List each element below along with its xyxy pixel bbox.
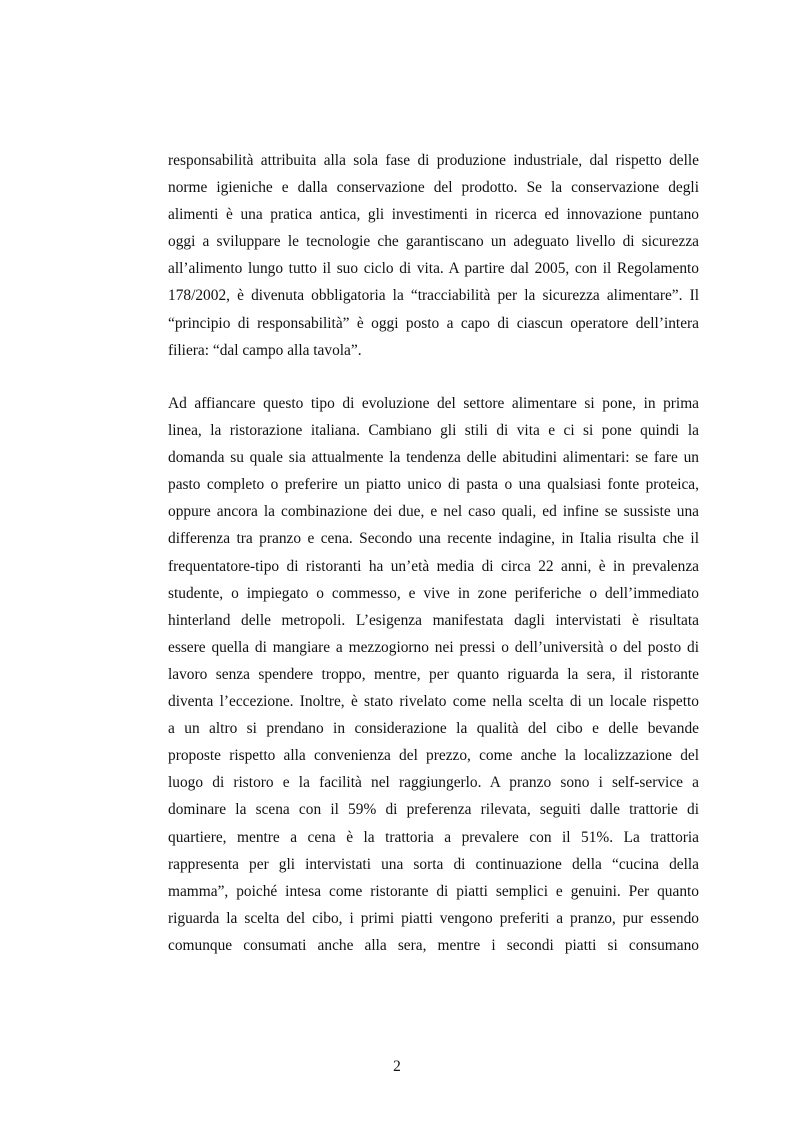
text-line: proposte rispetto alla convenienza del prezzo, come anche la localizzazione del	[168, 747, 699, 765]
text-line: filiera: “dal campo alla tavola”.	[168, 341, 362, 359]
text-line: rappresenta per gli intervistati una sorta di continuazione della “cucina della	[168, 855, 699, 873]
text-line: “principio di responsabilità” è oggi posto a capo di ciascun operatore dell’intera	[168, 314, 699, 332]
page-number: 2	[393, 1058, 401, 1075]
text-line: oppure ancora la combinazione dei due, e nel caso quali, ed infine se sussiste una	[168, 503, 699, 521]
text-line: essere quella di mangiare a mezzogiorno nei pressi o dell’università o del posto di	[168, 638, 699, 656]
text-line: hinterland delle metropoli. L’esigenza manifestata dagli intervistati è risultata	[168, 611, 699, 629]
text-line: studente, o impiegato o commesso, e vive in zone periferiche o dell’immediato	[168, 584, 699, 602]
paragraph-1	[168, 147, 699, 364]
paragraph-2	[168, 390, 699, 959]
text-line: dominare la scena con il 59% di preferenza rilevata, seguiti dalle trattorie di	[168, 801, 699, 819]
text-line: riguarda la scelta del cibo, i primi piatti vengono preferiti a pranzo, pur essendo	[168, 909, 699, 927]
text-line: luogo di ristoro e la facilità nel raggiungerlo. A pranzo sono i self-service a	[168, 774, 699, 792]
text-line: differenza tra pranzo e cena. Secondo una recente indagine, in Italia risulta che il	[168, 530, 699, 548]
text-line: frequentatore-tipo di ristoranti ha un’età media di circa 22 anni, è in prevalenza	[168, 557, 699, 575]
text-line: linea, la ristorazione italiana. Cambiano gli stili di vita e ci si pone quindi la	[168, 422, 699, 440]
text-line: oggi a sviluppare le tecnologie che garantiscano un adeguato livello di sicurezza	[168, 233, 699, 251]
text-line: diventa l’eccezione. Inoltre, è stato rivelato come nella scelta di un locale rispetto	[168, 693, 699, 711]
text-line: domanda su quale sia attualmente la tendenza delle abitudini alimentari: se fare un	[168, 449, 699, 467]
text-line: pasto completo o preferire un piatto unico di pasta o una qualsiasi fonte proteica,	[168, 476, 699, 494]
text-line: norme igieniche e dalla conservazione del prodotto. Se la conservazione degli	[168, 179, 699, 197]
text-line: a un altro si prendano in considerazione la qualità del cibo e delle bevande	[168, 720, 699, 738]
text-line: responsabilità attribuita alla sola fase di produzione industriale, dal rispetto delle	[168, 152, 699, 169]
text-line: comunque consumati anche alla sera, mentre i secondi piatti si consumano	[168, 936, 699, 954]
text-line: all’alimento lungo tutto il suo ciclo di vita. A partire dal 2005, con il Regolamento	[168, 260, 699, 278]
text-line: mamma”, poiché intesa come ristorante di piatti semplici e genuini. Per quanto	[168, 882, 699, 900]
text-line: quartiere, mentre a cena è la trattoria a prevalere con il 51%. La trattoria	[168, 828, 699, 846]
text-line: Ad affiancare questo tipo di evoluzione del settore alimentare si pone, in prima	[168, 395, 699, 412]
text-line: alimenti è una pratica antica, gli investimenti in ricerca ed innovazione puntano	[168, 206, 699, 224]
text-line: lavoro senza spendere troppo, mentre, per quanto riguarda la sera, il ristorante	[168, 665, 699, 683]
text-line: 178/2002, è divenuta obbligatoria la “tracciabilità per la sicurezza alimentare”. Il	[168, 287, 699, 305]
